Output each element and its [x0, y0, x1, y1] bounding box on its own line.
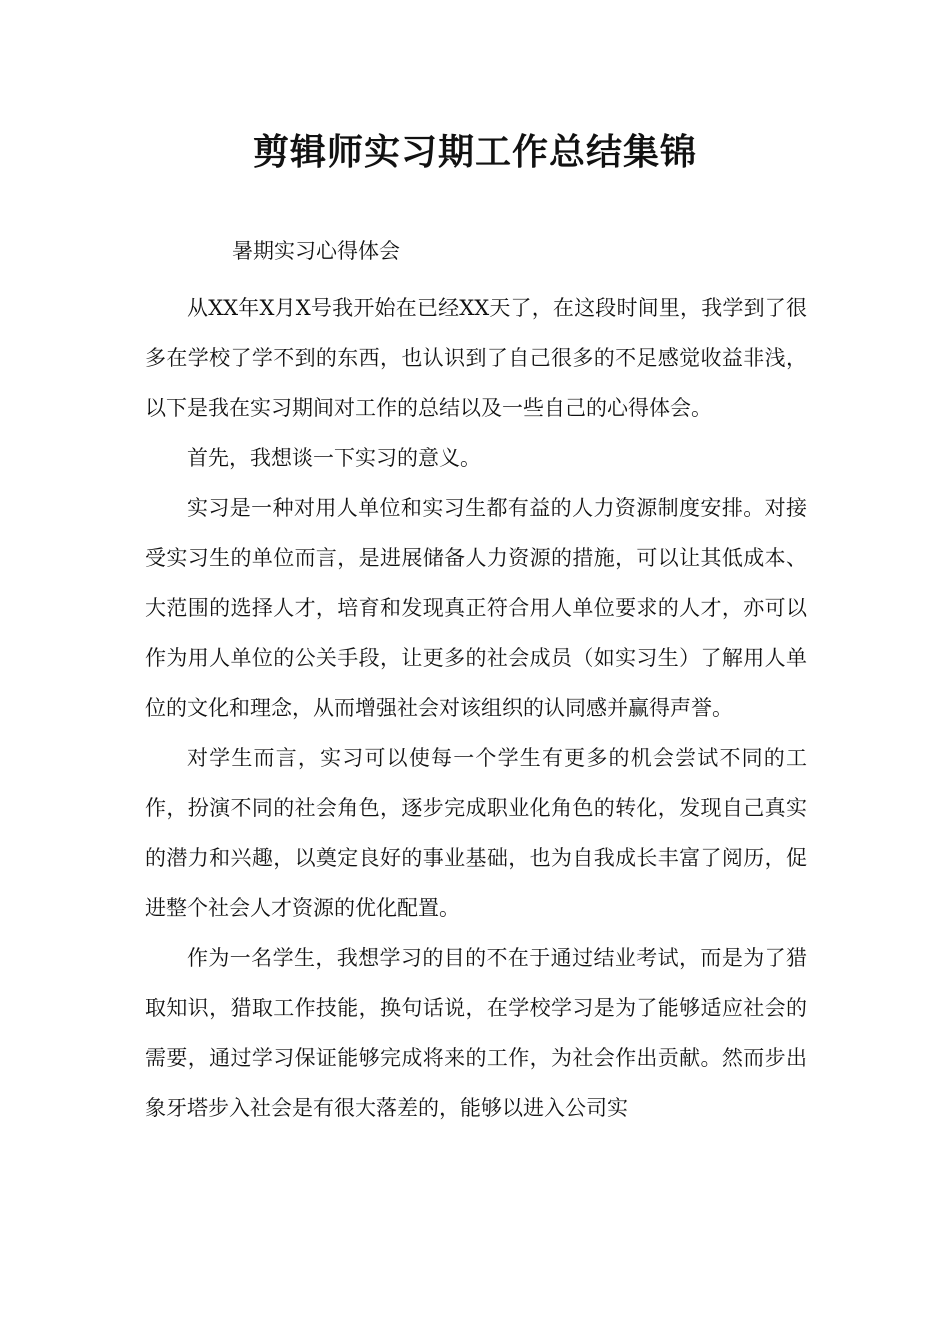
paragraph: 首先，我想谈一下实习的意义。 — [187, 446, 481, 470]
paragraph: 实习是一种对用人单位和实习生都有益的人力资源制度安排。对接受实习生的单位而言，是进展储备人力资源的措施，可以让其低成本、大范围的选择人才，培育和发现真正符合用人单位要求的人才，亦可以作为用人单位的公关手段，让更多的社会成员（如实习生）了解用人单位的文化和理念，从而增强社会对该组织的认同感并赢得声誉。 — [145, 496, 807, 720]
document-subtitle: 暑期实习心得体会 — [232, 239, 400, 263]
paragraph: 对学生而言，实习可以使每一个学生有更多的机会尝试不同的工作，扮演不同的社会角色，逐步完成职业化角色的转化，发现自己真实的潜力和兴趣，以奠定良好的事业基础，也为自我成长丰富了阅历，促进整个社会人才资源的优化配置。 — [145, 746, 807, 920]
document-title: 剪辑师实习期工作总结集锦 — [252, 132, 697, 173]
document-body — [145, 283, 807, 1133]
paragraph: 从XX年X月X号我开始在已经XX天了，在这段时间里，我学到了很多在学校了学不到的东西，也认识到了自己很多的不足感觉收益非浅，以下是我在实习期间对工作的总结以及一些自己的心得体会。 — [145, 296, 807, 420]
paragraph: 作为一名学生，我想学习的目的不在于通过结业考试，而是为了猎取知识，猎取工作技能，换句话说，在学校学习是为了能够适应社会的需要，通过学习保证能够完成将来的工作，为社会作出贡献。然而步出象牙塔步入社会是有很大落差的，能够以进入公司实 — [145, 946, 807, 1120]
